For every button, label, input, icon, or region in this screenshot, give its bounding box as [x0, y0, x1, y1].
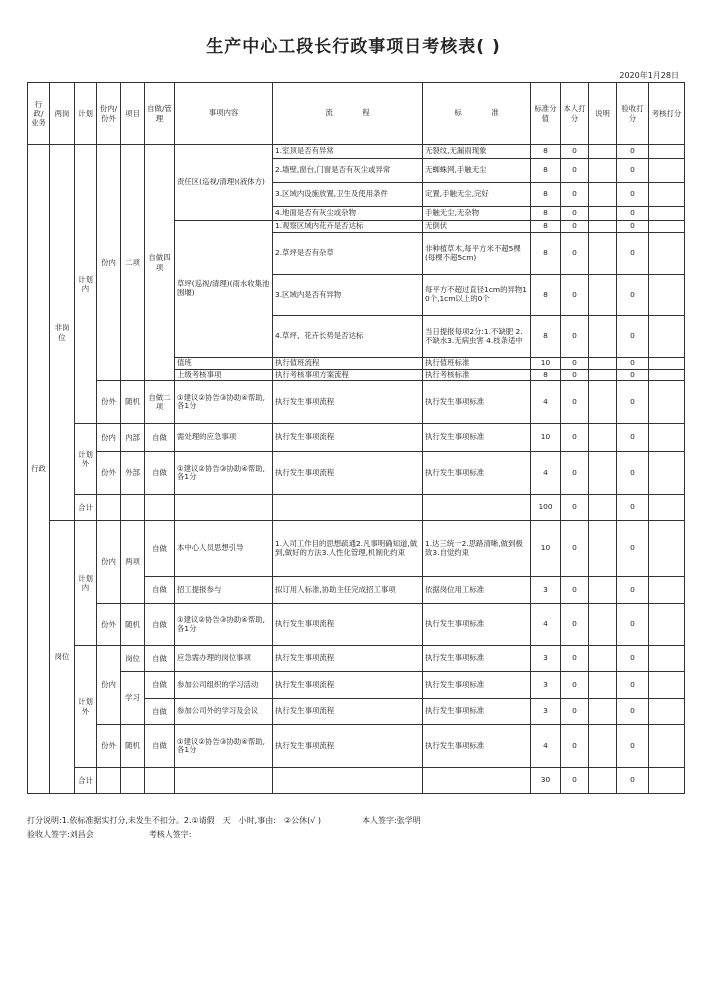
- content-cell: 值班: [175, 358, 273, 370]
- standard-cell: 无裂纹,无漏雨现象: [423, 145, 531, 159]
- flow-cell: 2.草坪是否有杂草: [273, 233, 423, 275]
- standard-score: 3: [531, 699, 561, 725]
- footer-scoring-note: [27, 815, 421, 826]
- check-score: [649, 183, 685, 207]
- self-score: 0: [561, 233, 589, 275]
- item-suiji: 随机: [121, 604, 145, 646]
- note-cell: [589, 358, 617, 370]
- scope-fenwai: 份外: [97, 604, 121, 646]
- item-xuexi: 学习: [121, 672, 145, 725]
- accept-score: 0: [617, 221, 649, 233]
- standard-score: 3: [531, 672, 561, 699]
- empty-cell: [423, 768, 531, 794]
- self-score: 0: [561, 604, 589, 646]
- note-cell: [589, 725, 617, 768]
- self-score: 0: [561, 221, 589, 233]
- footer-signatures: [27, 829, 192, 840]
- mode-zizuo: 自做: [145, 521, 175, 577]
- standard-score: 10: [531, 424, 561, 452]
- check-score: [649, 521, 685, 577]
- flow-cell: 执行发生事项流程: [273, 424, 423, 452]
- standard-cell: 执行发生事项标准: [423, 699, 531, 725]
- note-cell: [589, 699, 617, 725]
- table-row: [28, 604, 685, 646]
- total-label: 合计: [75, 768, 97, 794]
- accept-score: 0: [617, 275, 649, 316]
- empty-cell: [145, 768, 175, 794]
- accept-score: 0: [617, 699, 649, 725]
- table-row: [28, 725, 685, 768]
- flow-cell: 执行发生事项流程: [273, 604, 423, 646]
- flow-cell: 执行发生事项流程: [273, 725, 423, 768]
- standard-score: 8: [531, 316, 561, 358]
- self-score: 0: [561, 725, 589, 768]
- category-feigangwei: 非岗位: [50, 145, 75, 521]
- content-cell: ①建议②协告③协助④帮助,各1分: [175, 381, 273, 424]
- note-cell: [589, 672, 617, 699]
- accept-score: 0: [617, 381, 649, 424]
- empty-cell: [175, 768, 273, 794]
- item-suiji: 随机: [121, 381, 145, 424]
- content-cell: ①建议②协告③协助④帮助,各1分: [175, 725, 273, 768]
- table-row: [28, 521, 685, 577]
- mode-zizuo: 自做: [145, 646, 175, 672]
- check-score: [649, 316, 685, 358]
- empty-cell: [423, 495, 531, 521]
- accept-score: 0: [617, 145, 649, 159]
- plan-jihuanei: 计划内: [75, 521, 97, 646]
- table-header: [28, 83, 685, 145]
- accept-score: 0: [617, 424, 649, 452]
- header-cell: 验收打分: [617, 83, 649, 145]
- plan-jihuawai: 计划外: [75, 424, 97, 495]
- check-score: [649, 646, 685, 672]
- empty-cell: [121, 495, 145, 521]
- note-cell: [589, 369, 617, 381]
- accept-score: 0: [617, 672, 649, 699]
- check-score: [649, 369, 685, 381]
- table-row: [28, 452, 685, 494]
- check-score: [649, 604, 685, 646]
- self-score: 0: [561, 316, 589, 358]
- header-cell: 行政/业务: [28, 83, 50, 145]
- mode-zizuo-sixiang: 自做四项: [145, 145, 175, 381]
- flow-cell: 3.区域内是否有异物: [273, 275, 423, 316]
- self-score: 0: [561, 275, 589, 316]
- flow-cell: 4.草坪、花卉长势是否达标: [273, 316, 423, 358]
- content-cell: ①建议②协告③协助④帮助,各1分: [175, 452, 273, 495]
- item-gangwei: 岗位: [121, 646, 145, 672]
- note-cell: [589, 521, 617, 577]
- header-cell: 说明: [589, 83, 617, 145]
- mode-zizuo: 自做: [145, 452, 175, 495]
- table-row: [28, 646, 685, 672]
- accept-score: 0: [617, 495, 649, 521]
- standard-score: 4: [531, 725, 561, 768]
- content-cell: 本中心人员思想引导: [175, 521, 273, 577]
- content-cell: 招工提报参与: [175, 577, 273, 604]
- category-gangwei: 岗位: [50, 521, 75, 794]
- self-score: 0: [561, 577, 589, 604]
- standard-score: 4: [531, 452, 561, 495]
- note-cell: [589, 233, 617, 275]
- standard-cell: 每平方不超过直径1cm的异物10个,1cm以上的0个: [423, 275, 531, 316]
- plan-jihuawai: 计划外: [75, 646, 97, 768]
- empty-cell: [97, 768, 121, 794]
- category-xingzheng: 行政: [28, 145, 50, 794]
- plan-jihuanei: 计划内: [75, 145, 97, 424]
- note-cell: [589, 159, 617, 183]
- standard-cell: 执行值班标准: [423, 358, 531, 370]
- table-row: [28, 672, 685, 699]
- standard-score: 8: [531, 145, 561, 159]
- header-cell: 两岗: [50, 83, 75, 145]
- accept-score: 0: [617, 369, 649, 381]
- self-score: 0: [561, 145, 589, 159]
- self-score: 0: [561, 495, 589, 521]
- accept-score: 0: [617, 316, 649, 358]
- self-score: 0: [561, 452, 589, 495]
- flow-cell: 执行值班流程: [273, 358, 423, 370]
- total-row: [28, 495, 685, 521]
- self-score: 0: [561, 207, 589, 221]
- flow-cell: 执行发生事项流程: [273, 381, 423, 424]
- standard-score: 10: [531, 521, 561, 577]
- header-cell: 本人打分: [561, 83, 589, 145]
- total-label: 合计: [75, 495, 97, 521]
- check-score: [649, 495, 685, 521]
- flow-cell: 执行发生事项流程: [273, 672, 423, 699]
- empty-cell: [175, 495, 273, 521]
- mode-zizuo: 自做: [145, 604, 175, 646]
- note-cell: [589, 646, 617, 672]
- content-cell: 参加公司外的学习及会议: [175, 699, 273, 725]
- check-score: [649, 768, 685, 794]
- flow-cell: 拟订用人标准,协助主任完成招工事项: [273, 577, 423, 604]
- accept-score: 0: [617, 159, 649, 183]
- check-score: [649, 725, 685, 768]
- total-score: 30: [531, 768, 561, 794]
- scope-fenwai: 份外: [97, 452, 121, 495]
- check-score: [649, 672, 685, 699]
- flow-cell: 2.墙壁,窗台,门窗是否有灰尘或异常: [273, 159, 423, 183]
- item-suiji: 随机: [121, 725, 145, 768]
- standard-score: 8: [531, 275, 561, 316]
- table-row: [28, 424, 685, 452]
- table-row: [28, 381, 685, 423]
- check-signature: 考核人签字:: [148, 830, 192, 839]
- accept-signature: 验收人签字:刘昌会: [27, 830, 94, 839]
- check-score: [649, 233, 685, 275]
- flow-cell: 执行考核事项方案流程: [273, 369, 423, 381]
- scope-fenwai: 份外: [97, 725, 121, 768]
- self-score: 0: [561, 369, 589, 381]
- total-score: 100: [531, 495, 561, 521]
- header-cell: 份内/份外: [97, 83, 121, 145]
- mode-zizuo: 自做: [145, 699, 175, 725]
- check-score: [649, 275, 685, 316]
- standard-score: 4: [531, 381, 561, 424]
- check-score: [649, 699, 685, 725]
- assessment-table: [27, 82, 685, 794]
- standard-cell: 无倒伏: [423, 221, 531, 233]
- self-score: 0: [561, 159, 589, 183]
- item-erxiang: 二项: [121, 145, 145, 381]
- standard-cell: 执行考核标准: [423, 369, 531, 381]
- note-cell: [589, 577, 617, 604]
- self-score: 0: [561, 672, 589, 699]
- self-signature: 本人签字:张学明: [362, 816, 421, 825]
- accept-score: 0: [617, 233, 649, 275]
- note-cell: [589, 768, 617, 794]
- standard-score: 8: [531, 159, 561, 183]
- mode-zizuo-erxiang: 自做二项: [145, 381, 175, 424]
- note-cell: [589, 604, 617, 646]
- check-score: [649, 221, 685, 233]
- item-neibu: 内部: [121, 424, 145, 452]
- standard-score: 8: [531, 233, 561, 275]
- content-cell: ①建议②协告③协助④帮助,各1分: [175, 604, 273, 646]
- accept-score: 0: [617, 207, 649, 221]
- note-cell: [589, 145, 617, 159]
- note-cell: [589, 452, 617, 495]
- standard-cell: 定置,手触无尘,完好: [423, 183, 531, 207]
- footer-line1: 打分说明:1.依标准据实打分,未发生不扣分。2.①请假 天 小时,事由: ②公休(√ ): [27, 816, 321, 825]
- standard-cell: 非种植草木,每平方米不超5棵(每棵不超5cm): [423, 233, 531, 275]
- note-cell: [589, 424, 617, 452]
- empty-cell: [145, 495, 175, 521]
- total-row: [28, 768, 685, 794]
- note-cell: [589, 183, 617, 207]
- flow-cell: 执行发生事项流程: [273, 699, 423, 725]
- note-cell: [589, 275, 617, 316]
- accept-score: 0: [617, 604, 649, 646]
- flow-cell: 4.地面是否有灰尘或杂物: [273, 207, 423, 221]
- flow-cell: 1.室顶是否有异常: [273, 145, 423, 159]
- note-cell: [589, 316, 617, 358]
- table-row: [28, 145, 685, 159]
- accept-score: 0: [617, 452, 649, 495]
- standard-cell: 执行发生事项标准: [423, 672, 531, 699]
- header-cell: 项目: [121, 83, 145, 145]
- empty-cell: [273, 495, 423, 521]
- standard-cell: 执行发生事项标准: [423, 725, 531, 768]
- flow-cell: 3.区域内设施放置,卫生及使用条件: [273, 183, 423, 207]
- standard-cell: 当日提报每项2分:1.不缺肥 2.不缺水3.无病虫害 4.枝条适中: [423, 316, 531, 358]
- accept-score: 0: [617, 521, 649, 577]
- standard-cell: 执行发生事项标准: [423, 646, 531, 672]
- self-score: 0: [561, 521, 589, 577]
- self-score: 0: [561, 646, 589, 672]
- standard-score: 3: [531, 577, 561, 604]
- accept-score: 0: [617, 646, 649, 672]
- standard-cell: 手触无尘,无杂物: [423, 207, 531, 221]
- header-cell: 自做/管理: [145, 83, 175, 145]
- note-cell: [589, 495, 617, 521]
- standard-score: 10: [531, 358, 561, 370]
- accept-score: 0: [617, 725, 649, 768]
- accept-score: 0: [617, 768, 649, 794]
- mode-zizuo: 自做: [145, 577, 175, 604]
- mode-zizuo: 自做: [145, 672, 175, 699]
- note-cell: [589, 381, 617, 424]
- flow-cell: 执行发生事项流程: [273, 646, 423, 672]
- standard-score: 4: [531, 604, 561, 646]
- check-score: [649, 452, 685, 495]
- flow-cell: 执行发生事项流程: [273, 452, 423, 495]
- self-score: 0: [561, 183, 589, 207]
- page-title: 生产中心工段长行政事项日考核表( ): [206, 37, 501, 57]
- header-cell: 计划: [75, 83, 97, 145]
- content-zeren: 责任区(巡视/清理)(液体方): [175, 145, 273, 221]
- self-score: 0: [561, 768, 589, 794]
- mode-zizuo: 自做: [145, 424, 175, 452]
- standard-score: 8: [531, 221, 561, 233]
- standard-cell: 无蜘蛛网,手触无尘: [423, 159, 531, 183]
- self-score: 0: [561, 358, 589, 370]
- item-waibu: 外部: [121, 452, 145, 495]
- empty-cell: [97, 495, 121, 521]
- scope-fennei: 份内: [97, 424, 121, 452]
- header-cell: 事项内容: [175, 83, 273, 145]
- empty-cell: [121, 768, 145, 794]
- header-cell: 标准分值: [531, 83, 561, 145]
- standard-cell: 执行发生事项标准: [423, 424, 531, 452]
- item-liangxiang: 两项: [121, 521, 145, 604]
- check-score: [649, 207, 685, 221]
- note-cell: [589, 221, 617, 233]
- standard-score: 8: [531, 183, 561, 207]
- accept-score: 0: [617, 183, 649, 207]
- content-caoping: 草坪(巡视/清理)(雨水收集池围堰): [175, 221, 273, 358]
- accept-score: 0: [617, 577, 649, 604]
- check-score: [649, 577, 685, 604]
- content-cell: 参加公司组织的学习活动: [175, 672, 273, 699]
- content-cell: 需处理的应急事项: [175, 424, 273, 452]
- check-score: [649, 145, 685, 159]
- report-date: 2020年1月28日: [619, 71, 679, 80]
- self-score: 0: [561, 424, 589, 452]
- standard-score: 8: [531, 369, 561, 381]
- self-score: 0: [561, 381, 589, 424]
- header-cell: 考核打分: [649, 83, 685, 145]
- standard-cell: 1.达三统一2.思路清晰,做到极致3.自觉约束: [423, 521, 531, 577]
- check-score: [649, 424, 685, 452]
- standard-cell: 执行发生事项标准: [423, 452, 531, 495]
- content-cell: 上级考核事项: [175, 369, 273, 381]
- mode-zizuo: 自做: [145, 725, 175, 768]
- scope-fennei: 份内: [97, 145, 121, 381]
- self-score: 0: [561, 699, 589, 725]
- standard-score: 8: [531, 207, 561, 221]
- scope-fennei: 份内: [97, 646, 121, 725]
- scope-fenwai: 份外: [97, 381, 121, 424]
- header-cell: 流 程: [273, 83, 423, 145]
- header-cell: 标 准: [423, 83, 531, 145]
- content-cell: 应急需办理的岗位事项: [175, 646, 273, 672]
- standard-cell: 执行发生事项标准: [423, 381, 531, 424]
- scope-fennei: 份内: [97, 521, 121, 604]
- check-score: [649, 159, 685, 183]
- check-score: [649, 381, 685, 424]
- flow-cell: 1.入司工作目的思想疏通2.凡事明确知道,做到,做好的方法3.人性化管理,机制化约束: [273, 521, 423, 577]
- accept-score: 0: [617, 358, 649, 370]
- empty-cell: [273, 768, 423, 794]
- flow-cell: 1.观察区域内花卉是否达标: [273, 221, 423, 233]
- standard-score: 3: [531, 646, 561, 672]
- check-score: [649, 358, 685, 370]
- note-cell: [589, 207, 617, 221]
- standard-cell: 执行发生事项标准: [423, 604, 531, 646]
- standard-cell: 依据岗位用工标准: [423, 577, 531, 604]
